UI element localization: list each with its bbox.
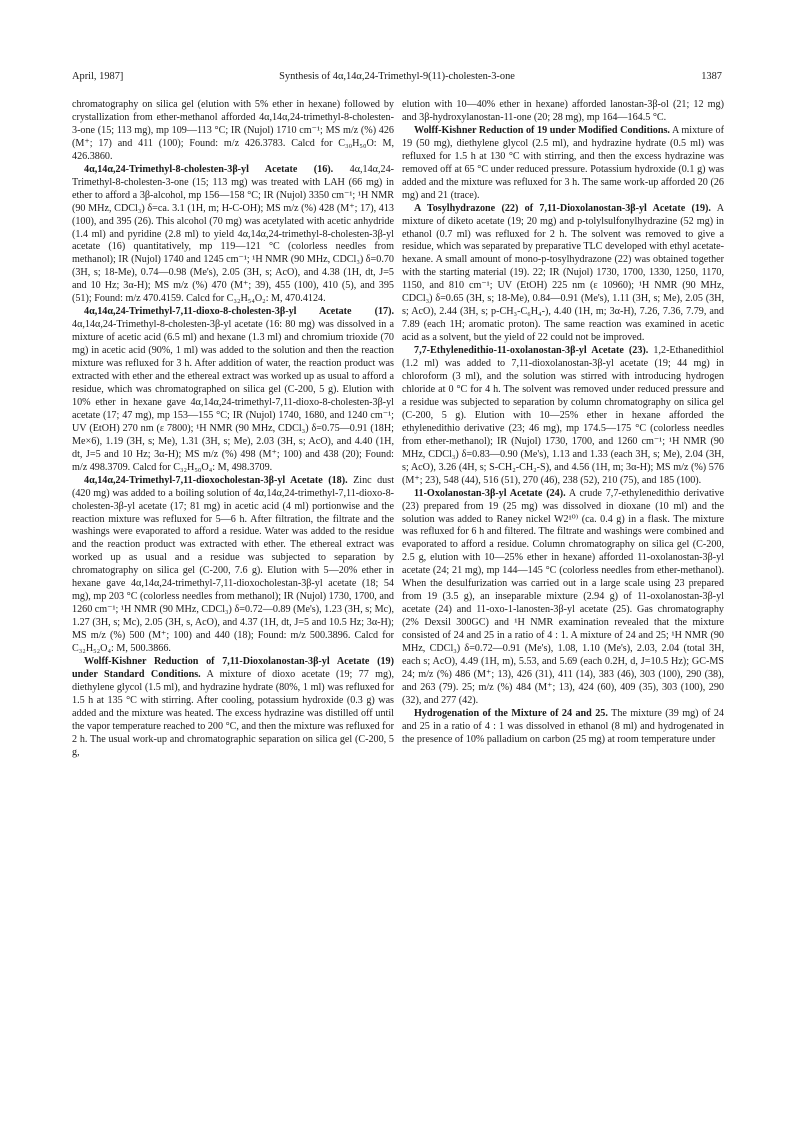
paragraph-text: 4α,14α,24-Trimethyl-8-cholesten-3β-yl acetate (16: 80 mg) was dissolved in a mixture of acetic acid (6.5 ml) and hexane (1.3 ml) and chromium trioxide (70 mg) in acetic acid (90%, 1 ml) was added to the solution and then the reaction mixture was refluxed for 3 h. After addition of water, the reaction product was extracted with ether and the ethereal extract was worked up as usual to afford a residue, which was chromatographed on silica gel (C-200, 5 g). Elution with 10% ether in hexane gave 4α,14α,24-trimethyl-7,11-dioxo-8-cholesten-3β-yl acetate (17; 47 mg), mp 153—155 °C; IR (Nujol) 1740, 1680, and 1240 cm⁻¹; UV (EtOH) 270 nm (ε 7800); ¹H NMR (90 MHz, CDCl₃) δ=0.75—0.91 (18H; Me×6), 1.19 (3H, s; Me), 1.31 (3H, s; Me), 2.03 (3H, s; AcO), and 4.40 (1H, dt, J=5 and 10 Hz; 3α-H); MS m/z (%) 498 (M⁺; 100) and 438 (20); Found: m/z 498.3709. Calcd for C₃₂H₅₀O₄: M, 498.3709.	[72, 319, 394, 473]
paragraph	[402, 203, 724, 345]
section-heading: Wolff-Kishner Reduction of 7,11-Dioxolanostan-3β-yl Acetate (19) under Standard Conditions.	[72, 655, 394, 680]
paragraph-text: A mixture of dioxo acetate (19; 77 mg), diethylene glycol (1.5 ml), and hydrazine hydrate (80%, 1 ml) was refluxed for 1.5 h at 135 °C with stirring. After cooling, potassium hydroxide (0.3 g) was added and the mixture was heated. The excess hydrazine was distilled off until the vapor temperature reached to 200 °C, and then the mixture was refluxed for 2 h. The usual work-up and chromatographic separation on silica gel (C-200, 5 g,	[72, 668, 394, 758]
paragraph	[72, 164, 394, 306]
paragraph-text: A crude 7,7-ethylenedithio derivative (23) prepared from 19 (25 mg) was dissolved in dioxane (10 ml) and the solution was added to Raney nickel W2¹⁰⁾ (ca. 0.4 g) in a flask. The mixture was refluxed for 6 h and filtered. The filtrate and washings were combined and evaporated to afford a residue. Column chromatography on silica gel (C-200, 2.5 g, elution with 10—25% ether in hexane) afforded 11-oxolanostan-3β-yl acetate (24; 21 mg), mp 144—145 °C (colorless needles from ether-methanol). When the desulfurization was carried out in a large scale using 23 prepared from 19 (3.5 g), an inseparable mixture (2.94 g) of 11-oxolanostan-3β-yl acetate (24) and 11-oxo-1-lanosten-3β-yl acetate (25). Gas chromatography (2% Dexsil 300GC) and ¹H NMR examination revealed that the mixture consisted of 24 and 25 in a ratio of 4 : 1. A mixture of 24 and 25; ¹H NMR (90 MHz, CDCl₃) δ=0.72—0.91 (Me's), 1.08, 1.10 (Me's), 2.03, 2.04 (total 3H, each s; AcO), 4.49 (1H, m), 5.53, and 5.69 (each 0.2H, d, J=10.5 Hz); GC-MS 24; m/z (%) 486 (M⁺; 13), 426 (31), 411 (14), 383 (46), 303 (100), 290 (38), and 263 (79). 25; m/z (%) 484 (M⁺; 13), 424 (60), 409 (35), 303 (100), 290 (32), and 277 (42).	[402, 487, 724, 706]
paragraph-text: The mixture (39 mg) of 24 and 25 in a ratio of 4 : 1 was dissolved in ethanol (8 ml) and hydrogenated in the presence of 10% palladium on carbon (25 mg) at room temperature under	[402, 707, 724, 745]
paragraph	[402, 488, 724, 708]
page-number: 1387	[701, 71, 722, 82]
section-heading: 4α,14α,24-Trimethyl-7,11-dioxocholestan-3β-yl Acetate (18).	[84, 474, 348, 486]
section-heading: Hydrogenation of the Mixture of 24 and 25.	[414, 707, 608, 719]
paragraph	[72, 306, 394, 474]
section-heading: 7,7-Ethylenedithio-11-oxolanostan-3β-yl Acetate (23).	[414, 345, 649, 357]
section-heading: A Tosylhydrazone (22) of 7,11-Dioxolanostan-3β-yl Acetate (19).	[414, 202, 711, 214]
paragraph-text: Zinc dust (420 mg) was added to a boiling solution of 4α,14α,24-trimethyl-7,11-dioxo-8-cholesten-3β-yl acetate (17; 81 mg) in acetic acid (4 ml) portionwise and the reaction mixture was refluxed for 5—6 h. After filtration, the filtrate and the washings were evaporated to afford a residue. Water was added to the residue and the reaction product was extracted with ether. The ethereal extract was worked up as usual and a residue was subjected to separation by chromatography on silica gel (C-200, 7.6 g). Elution with 5—20% ether in hexane gave 4α,14α,24-trimethyl-7,11-dioxocholestan-3β-yl acetate (18; 54 mg), mp 203 °C (colorless needles from methanol); IR (Nujol) 1730, 1700, and 1260 cm⁻¹; ¹H NMR (90 MHz, CDCl₃) δ=0.72—0.89 (Me's), 1.23 (3H, s; Mc), 1.27 (3H, s; Mc), 2.05 (3H, s, AcO), and 4.37 (1H, dt, J=5 and 10.5 Hz; 3α-H); MS m/z (%) 500 (M⁺; 100) and 440 (18); Found: m/z 500.3896. Calcd for C₃₂H₅₂O₄: M, 500.3866.	[72, 474, 395, 655]
paragraph-text: 4α,14α,24-Trimethyl-8-cholesten-3-one (15; 113 mg) was treated with LAH (66 mg) in ether to afford a 3β-alcohol, mp 156—158 °C; IR (Nujol) 3350 cm⁻¹; ¹H NMR (90 MHz, CDCl₃) δ=ca. 3.1 (1H, m; H-C-OH); MS m/z (%) 428 (M⁺; 17), 413 (100), and 395 (26). This alcohol (70 mg) was acetylated with acetic anhydride (1.4 ml) and pyridine (2.8 ml) to yield 4α,14α,24-trimethyl-8-cholesten-3β-yl acetate (16) quantitatively, mp 119—121 °C (colorless needles from methanol); IR (Nujol) 1740 and 1245 cm⁻¹; ¹H NMR (90 MHz, CDCl₃) δ=0.70 (3H, s; 18-Me), 0.74—0.98 (Me's), 2.05 (3H, s; AcO), and 4.38 (1H, dt, J=5 and 10 Hz; 3α-H); MS m/z (%) 470 (M⁺; 39), 455 (100), 410 (5), and 395 (51); Found: m/z 470.4159. Calcd for C₃₂H₅₄O₂: M, 470.4124.	[72, 163, 395, 305]
paragraph	[402, 99, 724, 125]
paragraph	[72, 656, 394, 760]
paragraph-text: A mixture of diketo acetate (19; 20 mg) and p-tolylsulfonylhydrazine (52 mg) in ethanol (0.7 ml) was refluxed for 2 h. The solvent was removed to give a residue, which was separated by preparative TLC developed with ethyl acetate-hexane. A small amount of mono-p-tosylhydrazone (22) was obtained together with the starting material (19). 22; IR (Nujol) 1730, 1700, 1330, 1250, 1170, 1150, and 810 cm⁻¹; UV (EtOH) 225 nm (ε 10960); ¹H NMR (90 MHz, CDCl₃) δ=0.65 (3H, s; 18-Me), 0.84—0.91 (Me's), 1.11 (3H, s; Me), 2.05 (3H, s; AcO), 2.44 (3H, s; p-CH₃-C₆H₄-), 4.40 (1H, m; 3α-H), 7.26, 7.36, 7.79, and 7.89 (each 1H; aromatic proton). The same reaction was examined in acetic acid as a solvent, but the yield of 22 could not be improved.	[402, 202, 724, 344]
right-column	[402, 99, 724, 747]
section-heading: Wolff-Kishner Reduction of 19 under Modified Conditions.	[414, 124, 670, 136]
header-date: April, 1987]	[72, 71, 124, 82]
paragraph	[72, 99, 394, 164]
header-title: Synthesis of 4α,14α,24-Trimethyl-9(11)-cholesten-3-one	[279, 71, 515, 82]
section-heading: 11-Oxolanostan-3β-yl Acetate (24).	[414, 487, 566, 499]
paragraph	[402, 345, 724, 487]
paragraph-text: elution with 10—40% ether in hexane) afforded lanostan-3β-ol (21; 12 mg) and 3β-hydroxylanostan-11-one (20; 28 mg), mp 164—164.5 °C.	[402, 99, 724, 123]
paragraph-text: chromatography on silica gel (elution with 5% ether in hexane) followed by crystallization from ether-methanol afforded 4α,14α,24-trimethyl-8-cholesten-3-one (15; 113 mg), mp 109—113 °C; IR (Nujol) 1710 cm⁻¹; MS m/z (%) 426 (M⁺; 17) and 411 (100); Found: m/z 426.3783. Calcd for C₃₀H₅₀O: M, 426.3860.	[72, 99, 394, 162]
paragraph	[72, 475, 394, 656]
section-heading: 4α,14α,24-Trimethyl-8-cholesten-3β-yl Acetate (16).	[84, 163, 334, 175]
paragraph-text: A mixture of 19 (50 mg), diethylene glycol (2.5 ml), and hydrazine hydrate (0.5 ml) was refluxed for 1.5 h at 130 °C with stirring, and then the excess hydrazine was removed off at 65 °C under reduced pressure. Potassium hydroxide (0.1 g) was added and the mixture was refluxed for 3 h. The same work-up afforded 20 (26 mg) and 21 (trace).	[402, 124, 724, 201]
left-column	[72, 99, 394, 760]
paragraph-text: 1,2-Ethanedithiol (1.2 ml) was added to 7,11-dioxolanostan-3β-yl acetate (19; 44 mg) in chloroform (3 ml), and the solution was stirred with introducing hydrogen chloride at 0 °C for 4 h. The solvent was removed under reduced pressure and a residue was subjected to separation by column chromatography on silica gel (C-200, 5 g). Elution with 10—25% ether in hexane afforded the ethylenedithio derivative (23; 46 mg), mp 174.5—175 °C (colorless needles from ether-methanol); IR (Nujol) 1730, 1700, and 1260 cm⁻¹; ¹H NMR (90 MHz, CDCl₃) δ=0.83—0.90 (Me's), 1.13 and 1.33 (each 3H, s; Me), 2.04 (3H, s; AcO), 3.26 (4H, s; S-CH₂-CH₂-S), and 4.56 (1H, m; 3α-H); MS m/z (%) 576 (M⁺; 23), 548 (44), 516 (51), 270 (46), 238 (52), 210 (75), and 185 (100).	[402, 345, 724, 486]
section-heading: 4α,14α,24-Trimethyl-7,11-dioxo-8-cholesten-3β-yl Acetate (17).	[84, 306, 394, 318]
running-header	[72, 71, 722, 87]
paragraph	[402, 125, 724, 203]
paragraph	[402, 708, 724, 747]
